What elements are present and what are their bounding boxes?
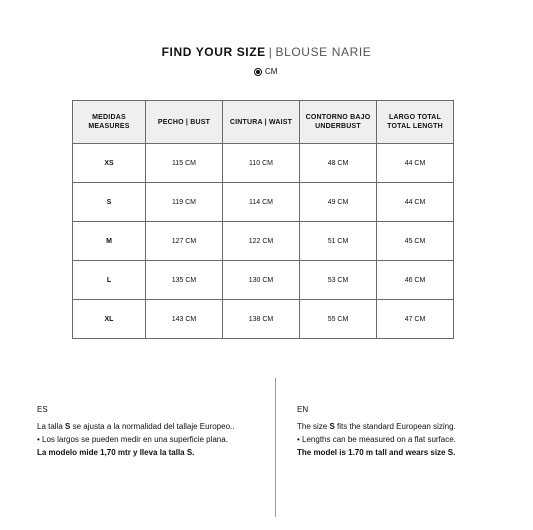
bust-cell: 135 CM bbox=[146, 261, 223, 300]
length-cell: 44 CM bbox=[377, 183, 454, 222]
title-separator: | bbox=[268, 45, 273, 59]
length-cell: 45 CM bbox=[377, 222, 454, 261]
size-cell: XS bbox=[73, 144, 146, 183]
size-cell: XL bbox=[73, 300, 146, 339]
header-underbust bbox=[300, 101, 377, 144]
header-length-es: LARGO TOTAL bbox=[388, 114, 442, 121]
size-table bbox=[72, 100, 454, 339]
header-measures-en: MEASURES bbox=[88, 123, 130, 130]
note-en-line1-pre: The size bbox=[297, 422, 330, 431]
section-divider bbox=[275, 378, 276, 517]
note-es-line2: • Los largos se pueden medir en una superficie plana. bbox=[37, 435, 228, 444]
note-es-line3: La modelo mide 1,70 mtr y lleva la talla S. bbox=[37, 448, 195, 457]
header-waist-label: CINTURA | WAIST bbox=[229, 118, 293, 126]
header-measures bbox=[73, 101, 146, 144]
note-en-line1-post: fits the standard European sizing. bbox=[334, 422, 456, 431]
header-bust-label: PECHO | BUST bbox=[157, 118, 211, 126]
bust-cell: 115 CM bbox=[146, 144, 223, 183]
header-waist bbox=[223, 101, 300, 144]
header-length-en: TOTAL LENGTH bbox=[387, 123, 443, 130]
bust-cell: 127 CM bbox=[146, 222, 223, 261]
table-row bbox=[73, 144, 454, 183]
note-es-lang: ES bbox=[37, 405, 48, 414]
waist-cell: 110 CM bbox=[223, 144, 300, 183]
waist-cell: 114 CM bbox=[223, 183, 300, 222]
note-en-line1-size: S bbox=[329, 422, 335, 431]
header-length bbox=[377, 101, 454, 144]
header-measures-es: MEDIDAS bbox=[92, 114, 126, 121]
note-es-line1-post: se ajusta a la normalidad del tallaje Europeo.. bbox=[70, 422, 235, 431]
bust-cell: 119 CM bbox=[146, 183, 223, 222]
underbust-cell: 53 CM bbox=[300, 261, 377, 300]
size-cell: L bbox=[73, 261, 146, 300]
underbust-cell: 49 CM bbox=[300, 183, 377, 222]
title-product: BLOUSE NARIE bbox=[275, 45, 372, 59]
note-es-line1 bbox=[37, 420, 234, 433]
underbust-cell: 55 CM bbox=[300, 300, 377, 339]
note-es-line1-pre: La talla bbox=[37, 422, 66, 431]
radio-selected-icon[interactable] bbox=[254, 68, 262, 76]
size-cell: M bbox=[73, 222, 146, 261]
note-es bbox=[37, 403, 234, 459]
note-es-line1-size: S bbox=[65, 422, 71, 431]
note-en-line1 bbox=[297, 420, 456, 433]
size-cell: S bbox=[73, 183, 146, 222]
waist-cell: 122 CM bbox=[223, 222, 300, 261]
note-en-line2: • Lengths can be measured on a flat surface. bbox=[297, 435, 456, 444]
length-cell: 44 CM bbox=[377, 144, 454, 183]
unit-label: CM bbox=[265, 67, 278, 76]
note-en-line3: The model is 1.70 m tall and wears size S. bbox=[297, 448, 456, 457]
header-underbust-es: CONTORNO BAJO bbox=[305, 114, 371, 121]
note-en-lang: EN bbox=[297, 405, 309, 414]
bust-cell: 143 CM bbox=[146, 300, 223, 339]
page-title bbox=[0, 45, 533, 59]
header-bust bbox=[146, 101, 223, 144]
table-row bbox=[73, 261, 454, 300]
length-cell: 46 CM bbox=[377, 261, 454, 300]
note-en bbox=[297, 403, 456, 459]
table-row bbox=[73, 300, 454, 339]
unit-selector[interactable] bbox=[254, 67, 277, 76]
underbust-cell: 48 CM bbox=[300, 144, 377, 183]
table-row bbox=[73, 183, 454, 222]
table-row bbox=[73, 222, 454, 261]
table-header-row bbox=[73, 101, 454, 144]
title-main: FIND YOUR SIZE bbox=[161, 45, 266, 59]
waist-cell: 130 CM bbox=[223, 261, 300, 300]
underbust-cell: 51 CM bbox=[300, 222, 377, 261]
header-underbust-en: UNDERBUST bbox=[315, 123, 361, 130]
length-cell: 47 CM bbox=[377, 300, 454, 339]
waist-cell: 138 CM bbox=[223, 300, 300, 339]
